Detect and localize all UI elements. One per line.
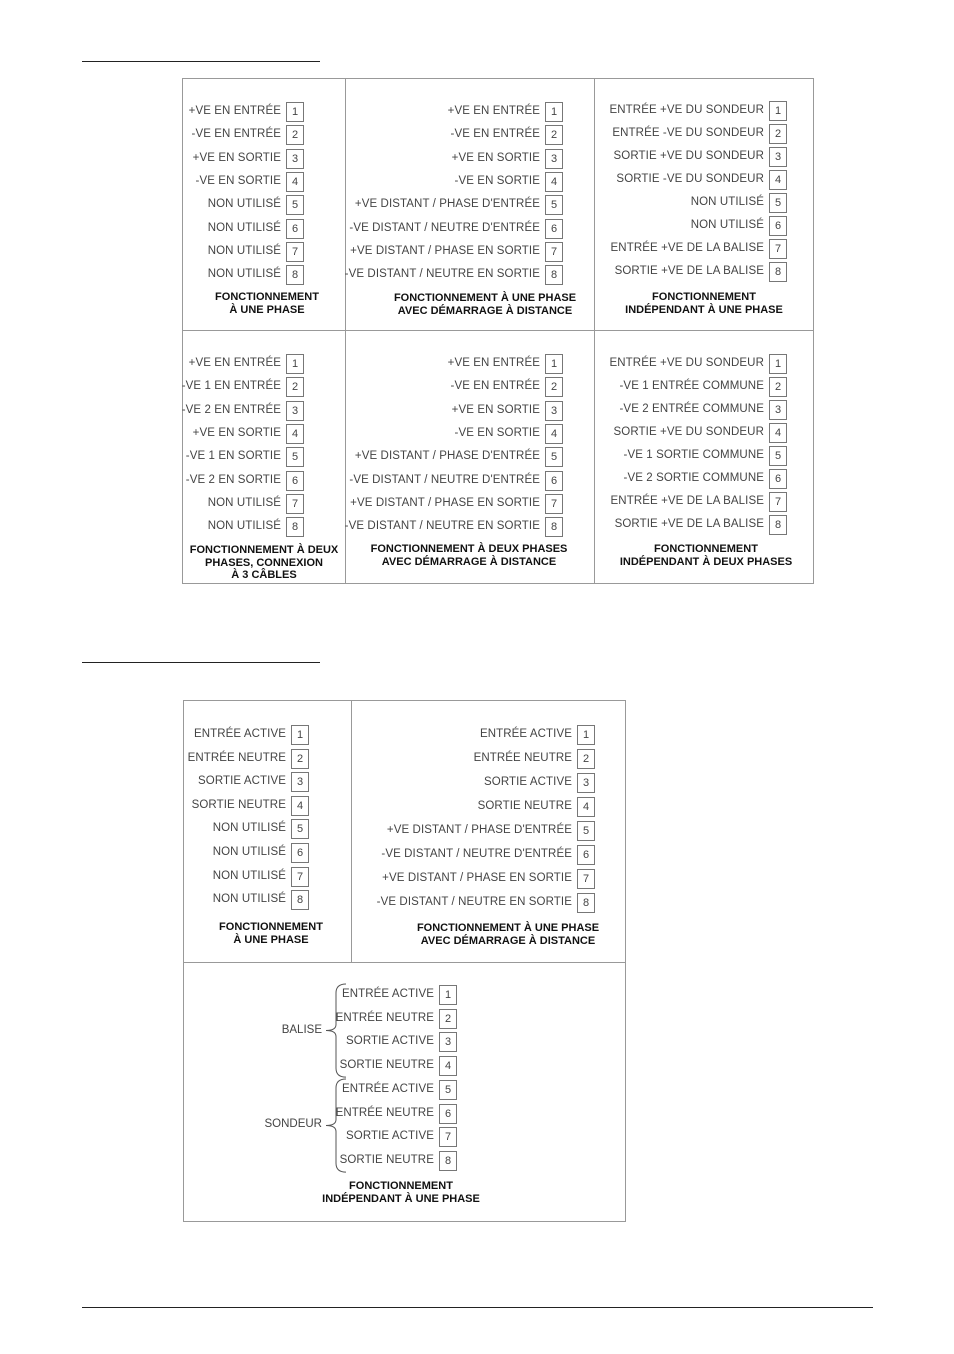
terminal-number: 3 [439,1032,457,1052]
terminal-label: -VE EN ENTRÉE [450,380,540,393]
terminal-label: -VE 1 ENTRÉE COMMUNE [619,380,764,392]
terminal-number: 6 [545,471,563,491]
terminal-label: ENTRÉE +VE DU SONDEUR [609,357,764,369]
terminal-number: 7 [769,492,787,512]
caption-line: AVEC DÉMARRAGE À DISTANCE [381,555,557,568]
terminal-label: SORTIE ACTIVE [346,1035,434,1048]
terminal-number: 4 [286,172,304,192]
terminal-label: -VE 2 EN ENTRÉE [181,403,281,416]
terminal-number: 7 [577,869,595,889]
terminal-number: 2 [545,377,563,397]
terminal-label: -VE EN SORTIE [454,426,540,439]
terminal-label: ENTRÉE NEUTRE [335,1106,434,1119]
terminal-label: -VE DISTANT / NEUTRE D'ENTRÉE [381,848,572,860]
terminal-number: 3 [286,149,304,169]
terminal-label: ENTRÉE NEUTRE [335,1011,434,1024]
terminal-label: ENTRÉE ACTIVE [341,988,434,1000]
terminal-label: +VE EN ENTRÉE [188,105,281,117]
terminal-number: 2 [769,377,787,397]
terminal-label: SORTIE +VE DU SONDEUR [613,426,764,438]
terminal-number: 8 [769,515,787,535]
terminal-number: 6 [286,219,304,239]
terminal-label: NON UTILISÉ [207,244,281,257]
terminal-label: +VE DISTANT / PHASE D'ENTRÉE [386,824,572,836]
terminal-label: -VE EN SORTIE [454,174,540,187]
caption-line: AVEC DÉMARRAGE À DISTANCE [397,304,573,317]
terminal-label: +VE EN SORTIE [192,426,281,439]
terminal-number: 4 [769,170,787,190]
terminal-label: SORTIE -VE DU SONDEUR [616,173,764,185]
terminal-label: -VE DISTANT / NEUTRE D'ENTRÉE [349,221,540,234]
terminal-number: 7 [545,494,563,514]
terminal-number: 1 [291,725,309,745]
group-brace-icon [324,983,348,1078]
terminal-number: 4 [291,796,309,816]
terminal-label: NON UTILISÉ [212,893,286,906]
terminal-number: 4 [286,424,304,444]
terminal-number: 2 [769,124,787,144]
terminal-number: 2 [577,749,595,769]
terminal-number: 8 [439,1151,457,1171]
terminal-label: ENTRÉE NEUTRE [473,752,572,764]
caption-line: FONCTIONNEMENT À UNE PHASE [416,922,600,934]
terminal-label: SORTIE +VE DU SONDEUR [613,150,764,162]
terminal-label: SORTIE +VE DE LA BALISE [614,518,764,530]
terminal-number: 7 [286,242,304,262]
terminal-label: +VE DISTANT / PHASE EN SORTIE [350,496,540,509]
terminal-label: ENTRÉE +VE DE LA BALISE [610,495,764,507]
terminal-number: 8 [291,890,309,910]
terminal-label: -VE 2 EN SORTIE [185,473,281,486]
terminal-number: 2 [439,1009,457,1029]
diagram-caption [219,921,323,946]
terminal-label: ENTRÉE +VE DE LA BALISE [610,242,764,254]
terminal-label: +VE EN SORTIE [192,151,281,164]
terminal-number: 4 [545,172,563,192]
terminal-number: 1 [286,102,304,122]
terminal-label: NON UTILISÉ [207,496,281,509]
terminal-number: 1 [769,354,787,374]
diagram1-divider-v2 [594,78,595,584]
terminal-label: -VE EN ENTRÉE [450,128,540,141]
diagram1-divider-h [182,330,814,331]
diagram-caption [371,543,568,568]
group-label: BALISE [281,1023,322,1036]
terminal-label: -VE DISTANT / NEUTRE EN SORTIE [376,896,572,908]
diagram-caption [322,1180,480,1205]
terminal-number: 6 [769,216,787,236]
terminal-label: -VE DISTANT / NEUTRE EN SORTIE [344,268,540,281]
terminal-label: NON UTILISÉ [212,869,286,882]
terminal-number: 8 [286,517,304,537]
terminal-number: 2 [286,377,304,397]
terminal-number: 1 [577,725,595,745]
group-brace-icon [324,1078,348,1173]
terminal-number: 5 [545,447,563,467]
diagram-caption [190,544,339,582]
terminal-number: 7 [291,867,309,887]
terminal-number: 3 [577,773,595,793]
terminal-label: -VE 2 SORTIE COMMUNE [623,472,764,484]
terminal-label: NON UTILISÉ [207,221,281,234]
terminal-label: +VE EN ENTRÉE [188,357,281,369]
terminal-number: 3 [286,401,304,421]
section-rule-2 [82,662,320,663]
terminal-number: 4 [577,797,595,817]
terminal-label: SORTIE ACTIVE [198,775,286,788]
terminal-label: -VE DISTANT / NEUTRE EN SORTIE [344,520,540,533]
terminal-label: +VE EN SORTIE [451,151,540,164]
terminal-label: SORTIE NEUTRE [477,800,572,812]
caption-line: FONCTIONNEMENT [349,1180,453,1192]
terminal-label: SORTIE +VE DE LA BALISE [614,265,764,277]
caption-line: À 3 CÂBLES [231,569,297,581]
terminal-number: 5 [577,821,595,841]
terminal-label: +VE DISTANT / PHASE D'ENTRÉE [354,198,540,211]
group-label: SONDEUR [264,1118,322,1131]
terminal-label: ENTRÉE ACTIVE [341,1082,434,1095]
terminal-label: ENTRÉE -VE DU SONDEUR [612,127,764,139]
terminal-number: 4 [545,424,563,444]
terminal-number: 5 [291,819,309,839]
terminal-number: 7 [545,242,563,262]
terminal-number: 5 [545,195,563,215]
terminal-label: NON UTILISÉ [207,198,281,211]
terminal-number: 1 [769,101,787,121]
terminal-number: 1 [545,102,563,122]
terminal-number: 1 [439,985,457,1005]
diagram-caption [620,543,792,568]
terminal-number: 1 [286,354,304,374]
terminal-label: +VE DISTANT / PHASE D'ENTRÉE [354,450,540,463]
terminal-number: 8 [545,265,563,285]
terminal-label: -VE DISTANT / NEUTRE D'ENTRÉE [349,473,540,486]
terminal-label: NON UTILISÉ [207,520,281,533]
terminal-label: ENTRÉE NEUTRE [187,751,286,764]
terminal-number: 3 [545,401,563,421]
terminal-number: 5 [439,1080,457,1100]
diagram-caption [394,292,576,317]
diagram1-divider-v1 [345,78,346,584]
terminal-number: 8 [769,262,787,282]
caption-line: PHASES, CONNEXION [205,556,323,569]
diagram-caption [417,922,599,947]
terminal-number: 6 [286,471,304,491]
terminal-number: 6 [545,219,563,239]
terminal-label: ENTRÉE ACTIVE [193,728,286,740]
terminal-number: 2 [291,749,309,769]
terminal-label: ENTRÉE +VE DU SONDEUR [609,104,764,116]
terminal-number: 2 [286,125,304,145]
terminal-number: 3 [769,147,787,167]
terminal-number: 5 [286,195,304,215]
terminal-number: 6 [439,1104,457,1124]
terminal-label: SORTIE ACTIVE [484,776,572,788]
caption-line: FONCTIONNEMENT À UNE PHASE [393,292,577,304]
terminal-label: SORTIE ACTIVE [346,1130,434,1143]
terminal-number: 6 [769,469,787,489]
terminal-number: 8 [286,265,304,285]
caption-line: FONCTIONNEMENT [219,921,323,933]
terminal-label: SORTIE NEUTRE [339,1153,434,1166]
terminal-number: 7 [439,1127,457,1147]
terminal-label: NON UTILISÉ [690,219,764,231]
terminal-label: NON UTILISÉ [207,268,281,281]
caption-line: FONCTIONNEMENT [215,291,319,303]
terminal-number: 3 [545,149,563,169]
caption-line: FONCTIONNEMENT À DEUX PHASES [370,543,568,555]
terminal-number: 4 [769,423,787,443]
caption-line: AVEC DÉMARRAGE À DISTANCE [420,934,596,947]
terminal-number: 5 [286,447,304,467]
terminal-label: SORTIE NEUTRE [339,1059,434,1072]
terminal-label: ENTRÉE ACTIVE [479,728,572,740]
terminal-number: 7 [769,239,787,259]
caption-line: INDÉPENDANT À UNE PHASE [322,1192,480,1205]
terminal-label: NON UTILISÉ [690,196,764,208]
terminal-number: 2 [545,125,563,145]
terminal-label: -VE EN SORTIE [195,174,281,187]
terminal-label: +VE EN ENTRÉE [447,105,540,117]
terminal-number: 1 [545,354,563,374]
terminal-label: -VE 1 EN SORTIE [185,450,281,463]
caption-line: FONCTIONNEMENT À DEUX [189,544,339,556]
terminal-label: -VE EN ENTRÉE [191,128,281,141]
terminal-number: 8 [577,893,595,913]
terminal-number: 5 [769,446,787,466]
diagram2-divider-v [351,700,352,962]
terminal-label: +VE DISTANT / PHASE EN SORTIE [350,244,540,257]
caption-line: INDÉPENDANT À DEUX PHASES [619,555,793,568]
footer-rule [82,1307,873,1308]
terminal-label: +VE DISTANT / PHASE EN SORTIE [382,872,572,884]
caption-line: À UNE PHASE [229,303,305,316]
terminal-label: -VE 1 EN ENTRÉE [181,380,281,393]
terminal-label: SORTIE NEUTRE [191,798,286,811]
terminal-number: 3 [291,772,309,792]
terminal-number: 8 [545,517,563,537]
terminal-number: 6 [577,845,595,865]
terminal-label: NON UTILISÉ [212,822,286,835]
diagram-caption [625,291,783,316]
terminal-label: +VE EN ENTRÉE [447,357,540,369]
terminal-label: +VE EN SORTIE [451,403,540,416]
caption-line: FONCTIONNEMENT [652,291,756,303]
diagram-caption [215,291,319,316]
terminal-label: -VE 1 SORTIE COMMUNE [623,449,764,461]
terminal-number: 7 [286,494,304,514]
section-rule-1 [82,61,320,62]
terminal-number: 5 [769,193,787,213]
diagram2-divider-h [183,962,626,963]
terminal-number: 4 [439,1056,457,1076]
terminal-number: 3 [769,400,787,420]
terminal-label: -VE 2 ENTRÉE COMMUNE [619,403,764,415]
terminal-label: NON UTILISÉ [212,846,286,858]
caption-line: INDÉPENDANT À UNE PHASE [625,303,783,316]
caption-line: FONCTIONNEMENT [654,543,758,555]
terminal-number: 6 [291,843,309,863]
caption-line: À UNE PHASE [233,933,309,946]
